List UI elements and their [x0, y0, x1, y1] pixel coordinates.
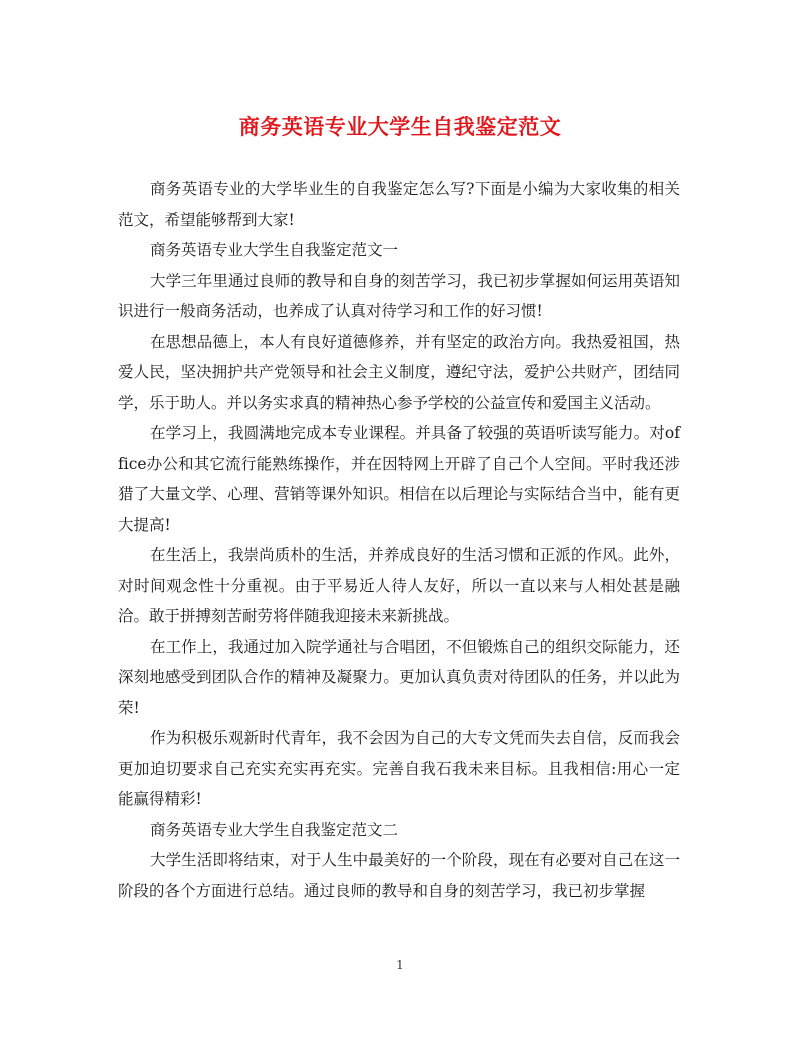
body-paragraph: 大学生活即将结束，对于人生中最美好的一个阶段，现在有必要对自己在这一阶段的各个方面进行总结。通过良师的教导和自身的刻苦学习，我已初步掌握 — [118, 851, 680, 900]
document-body — [118, 174, 680, 906]
body-paragraph: 在学习上，我圆满地完成本专业课程。并具备了较强的英语听读写能力。对office办公和其它流行能熟练操作，并在因特网上开辟了自己个人空间。平时我还涉猎了大量文学、心理、营销等课外知识。相信在以后理论与实际结合当中，能有更大提高! — [118, 424, 680, 534]
document-title: 商务英语专业大学生自我鉴定范文 — [238, 114, 562, 139]
intro-paragraph: 商务英语专业的大学毕业生的自我鉴定怎么写?下面是小编为大家收集的相关范文，希望能够帮到大家! — [118, 180, 680, 229]
page-number: 1 — [396, 958, 404, 972]
body-paragraph: 在工作上，我通过加入院学通社与合唱团，不但锻炼自己的组织交际能力，还深刻地感受到团队合作的精神及凝聚力。更加认真负责对待团队的任务，并以此为荣! — [118, 637, 680, 717]
body-paragraph: 在生活上，我崇尚质朴的生活，并养成良好的生活习惯和正派的作风。此外，对时间观念性十分重视。由于平易近人待人友好，所以一直以来与人相处甚是融洽。敢于拼搏刻苦耐劳将伴随我迎接未来新挑战。 — [118, 546, 680, 625]
section-heading-1: 商务英语专业大学生自我鉴定范文一 — [150, 241, 399, 259]
section-heading-2: 商务英语专业大学生自我鉴定范文二 — [150, 820, 399, 839]
body-paragraph: 在思想品德上，本人有良好道德修养，并有坚定的政治方向。我热爱祖国，热爱人民，坚决拥护共产党领导和社会主义制度，遵纪守法，爱护公共财产，团结同学，乐于助人。并以务实求真的精神热心参予学校的公益宣传和爱国主义活动。 — [118, 332, 680, 412]
body-paragraph: 作为积极乐观新时代青年，我不会因为自己的大专文凭而失去自信，反而我会更加迫切要求自己充实充实再充实。完善自我石我未来目标。且我相信:用心一定能赢得精彩! — [118, 729, 680, 808]
body-paragraph: 大学三年里通过良师的教导和自身的刻苦学习，我已初步掌握如何运用英语知识进行一般商务活动，也养成了认真对待学习和工作的好习惯! — [118, 271, 680, 320]
